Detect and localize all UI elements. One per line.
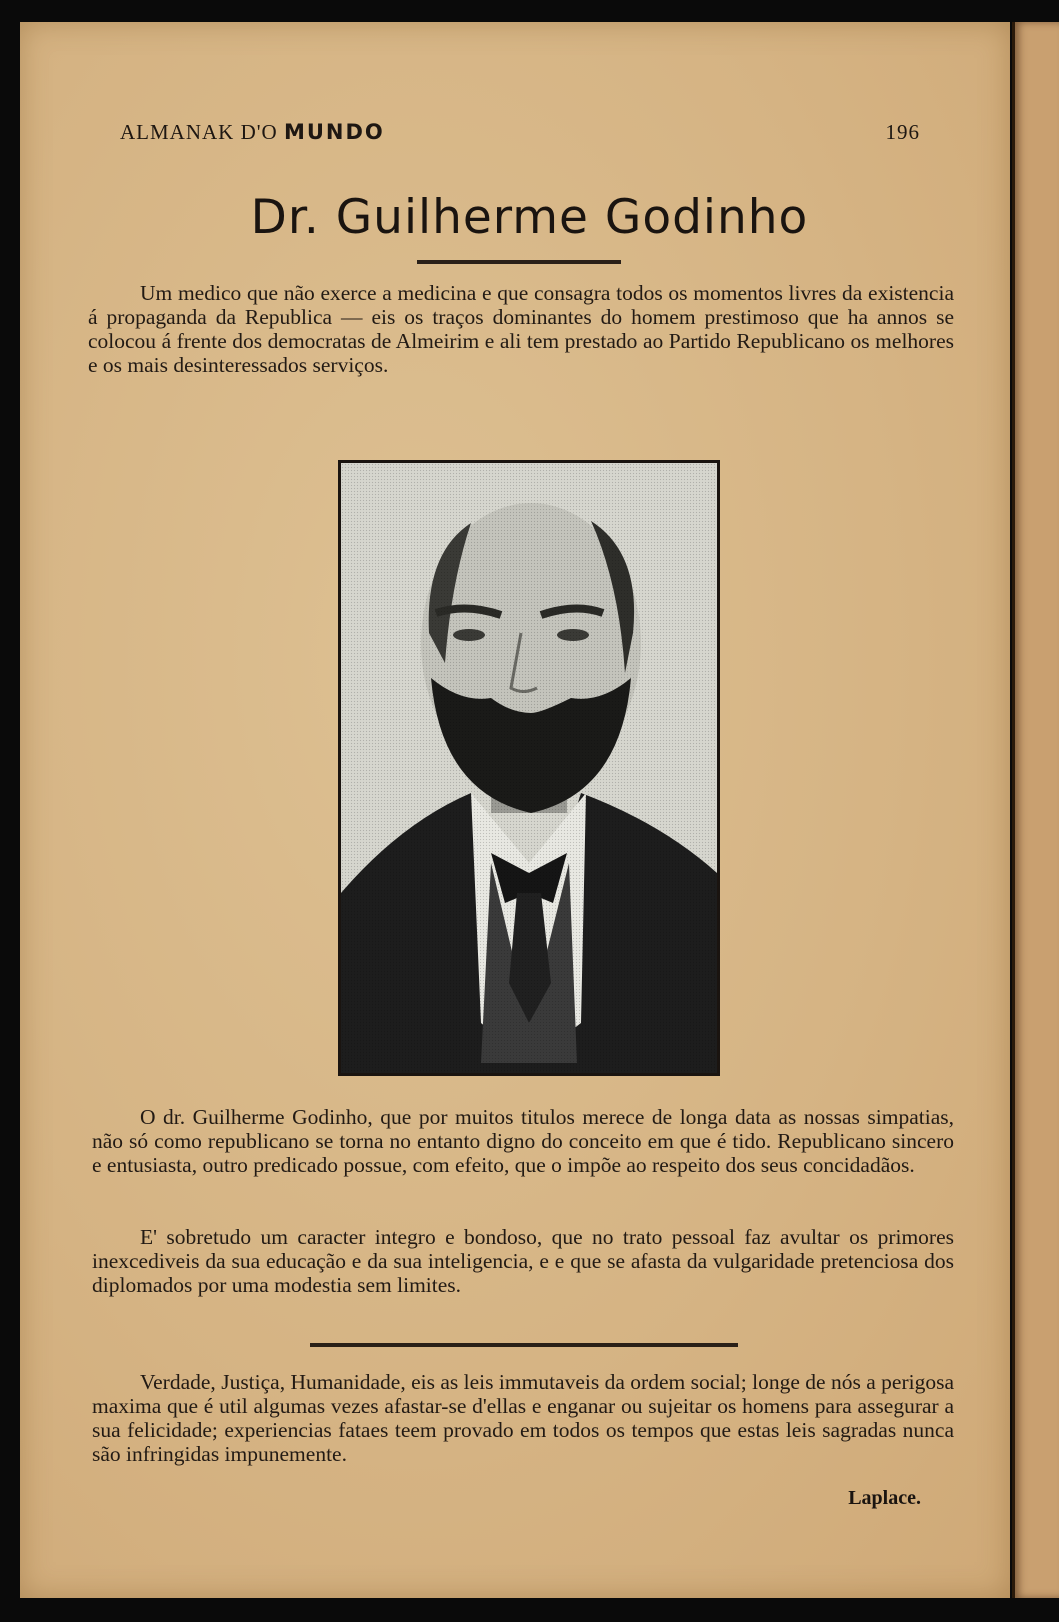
quote-paragraph: Verdade, Justiça, Humanidade, eis as leis immutaveis da ordem social; longe de nós a perigosa maxima que é util algumas vezes afastar-se d'ellas e enganar ou sujeitar os homens para assegurar a sua felicidade; experiencias fataes teem provado em todos os tempos que estas leis sagradas nunca são infringidas impunemente. (92, 1370, 954, 1466)
running-header (120, 120, 920, 150)
publication-word: MUNDO (283, 120, 385, 144)
portrait-photo (338, 460, 720, 1076)
body-paragraph-1: O dr. Guilherme Godinho, que por muitos titulos merece de longa data as nossas simpatias, não só como republicano se torna no entanto digno do conceito em que é tido. Republicano sincero e entusiasta, outro predicado possue, com efeito, que o impõe ao respeito dos seus concidadãos. (92, 1105, 954, 1177)
page-number: 196 (885, 120, 920, 144)
portrait-illustration (341, 463, 717, 1073)
quote-author: Laplace. (848, 1487, 921, 1509)
body-paragraph-2: E' sobretudo um caracter integro e bondoso, que no trato pessoal faz avultar os primores inexcediveis da sua educação e da sua inteligencia, e e que se afasta da vulgaridade pretenciosa dos diplomados por uma modestia sem limites. (92, 1225, 954, 1297)
publication-name (120, 120, 385, 145)
intro-paragraph: Um medico que não exerce a medicina e que consagra todos os momentos livres da existencia á propaganda da Republica — eis os traços dominantes do homem prestimoso que ha annos se colocou á frente dos democratas de Almeirim e ali tem prestado ao Partido Republicano os melhores e os mais desinteressados serviços. (88, 281, 954, 377)
title-rule (417, 260, 621, 264)
adjacent-page-edge (1012, 22, 1059, 1598)
publication-prefix: ALMANAK D'O (120, 120, 278, 144)
article-title: Dr. Guilherme Godinho (250, 190, 809, 245)
section-rule (310, 1343, 738, 1347)
